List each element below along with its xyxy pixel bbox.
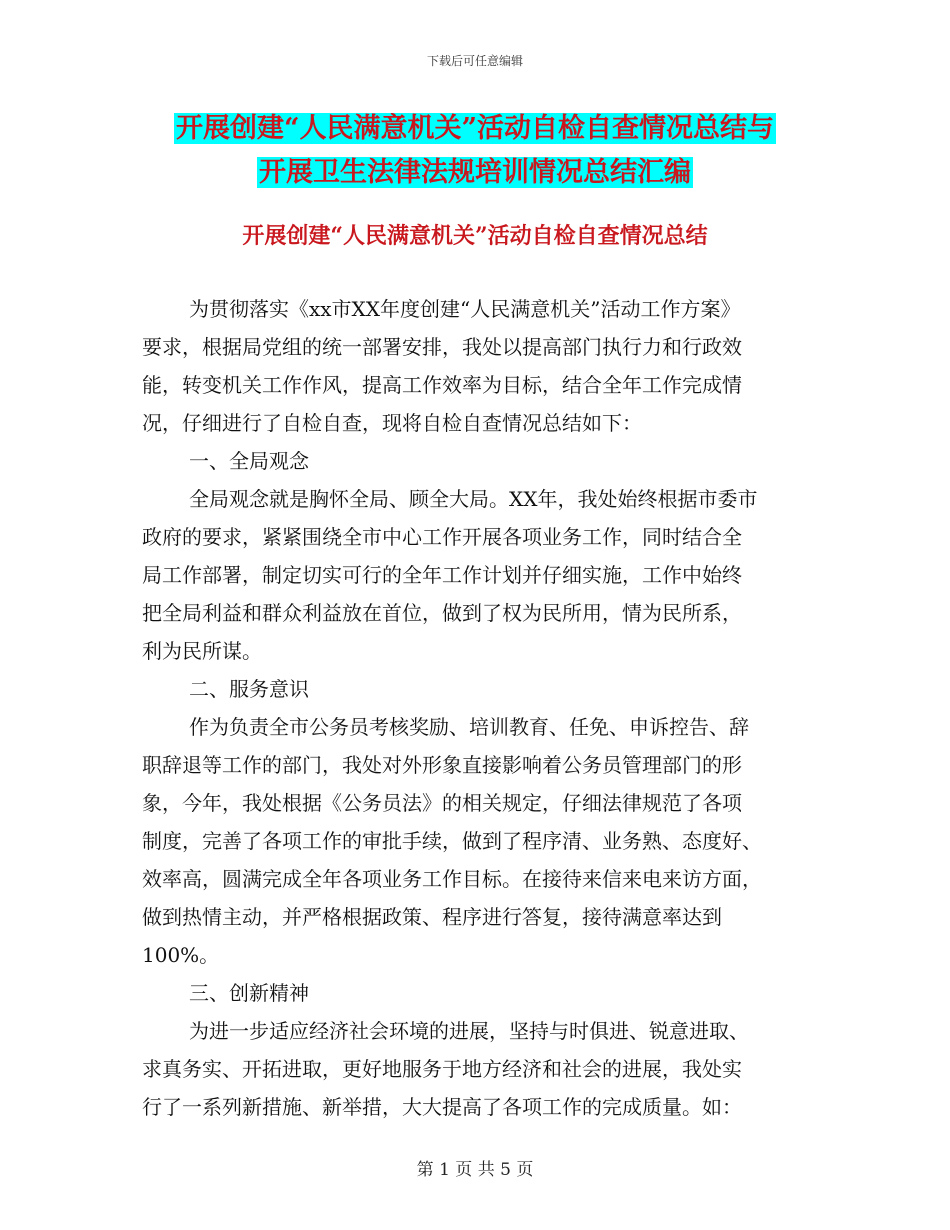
main-title-line-1 <box>0 109 950 149</box>
page-footer: 第 1 页 共 5 页 <box>416 1160 534 1180</box>
body-line: 行了一系列新措施、新举措，大大提高了各项工作的完成质量。如： <box>142 1095 742 1119</box>
header-note: 下载后可任意编辑 <box>426 54 523 68</box>
body-line: 100%。 <box>142 943 220 967</box>
body-line: 求真务实、开拓进取，更好地服务于地方经济和社会的进展，我处实 <box>142 1057 742 1081</box>
main-title-line-1-text: 开展创建“人民满意机关”活动自检自查情况总结与 <box>175 113 775 144</box>
body-line: 能，转变机关工作作风，提高工作效率为目标，结合全年工作完成情 <box>142 373 742 397</box>
body-line: 效率高，圆满完成全年各项业务工作目标。在接待来信来电来访方面， <box>142 867 762 891</box>
section-title: 开展创建“人民满意机关”活动自检自查情况总结 <box>242 223 708 249</box>
body-line: 象，今年，我处根据《公务员法》的相关规定，仔细法律规范了各项 <box>142 791 742 815</box>
body-line: 全局观念就是胸怀全局、顾全大局。XX年，我处始终根据市委市 <box>189 487 758 511</box>
body-line: 为贯彻落实《xx市XX年度创建“人民满意机关”活动工作方案》 <box>189 297 741 321</box>
section-heading: 二、服务意识 <box>189 677 309 701</box>
body-line: 况，仔细进行了自检自查，现将自检自查情况总结如下： <box>142 411 642 435</box>
body-line: 要求，根据局党组的统一部署安排，我处以提高部门执行力和行政效 <box>142 335 742 359</box>
body-text <box>142 290 812 1126</box>
body-line: 把全局利益和群众利益放在首位，做到了权为民所用，情为民所系， <box>142 601 742 625</box>
body-line: 作为负责全市公务员考核奖励、培训教育、任免、申诉控告、辞 <box>189 715 749 739</box>
body-line: 职辞退等工作的部门，我处对外形象直接影响着公务员管理部门的形 <box>142 753 742 777</box>
body-line: 利为民所谋。 <box>142 639 262 663</box>
main-title-line-2-text: 开展卫生法律法规培训情况总结汇编 <box>259 157 691 188</box>
main-title-line-2 <box>0 153 950 193</box>
section-heading: 一、全局观念 <box>189 449 309 473</box>
section-heading: 三、创新精神 <box>189 981 309 1005</box>
body-line: 政府的要求，紧紧围绕全市中心工作开展各项业务工作，同时结合全 <box>142 525 742 549</box>
body-line: 为进一步适应经济社会环境的进展，坚持与时俱进、锐意进取、 <box>189 1019 749 1043</box>
body-line: 局工作部署，制定切实可行的全年工作计划并仔细实施，工作中始终 <box>142 563 742 587</box>
body-line: 做到热情主动，并严格根据政策、程序进行答复，接待满意率达到 <box>142 905 722 929</box>
body-line: 制度，完善了各项工作的审批手续，做到了程序清、业务熟、态度好、 <box>142 829 762 853</box>
